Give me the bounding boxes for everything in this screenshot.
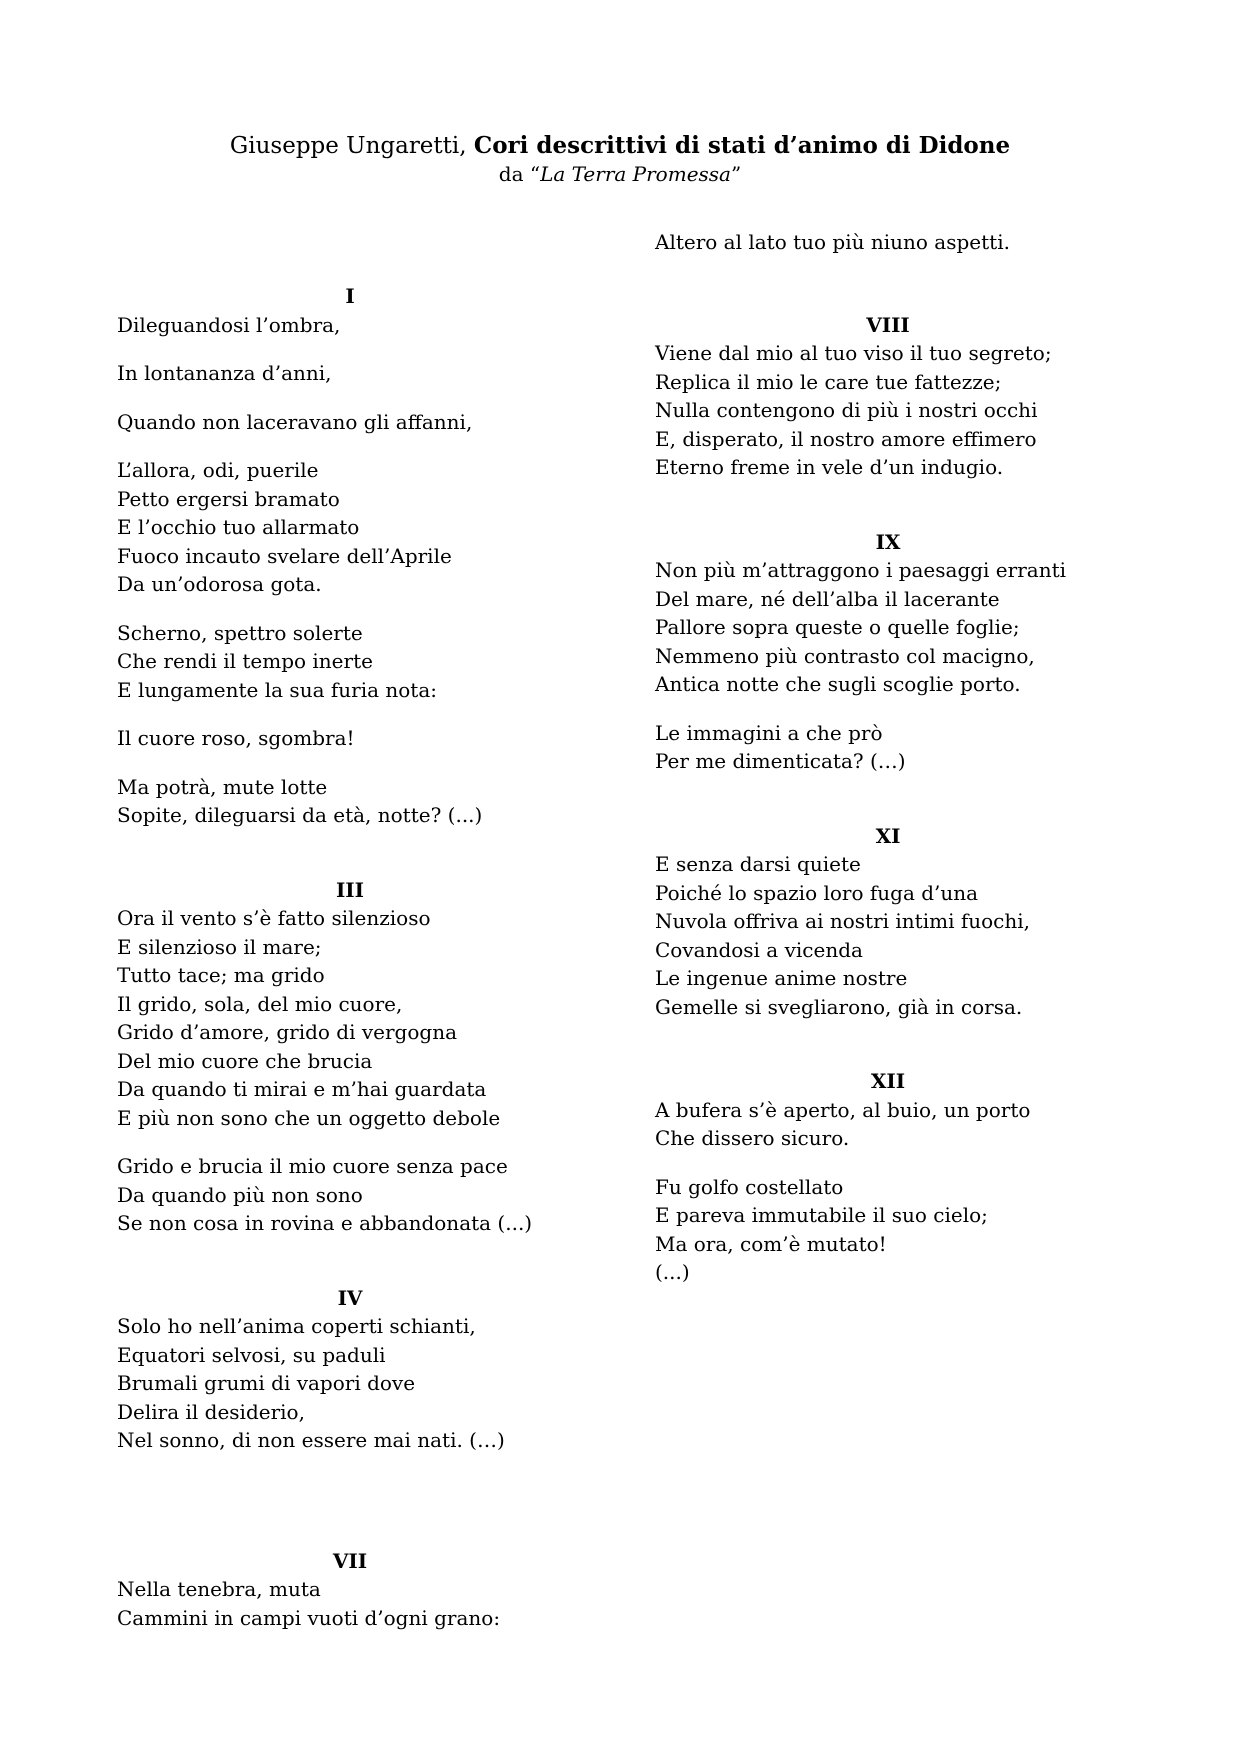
stanza: [117, 619, 583, 705]
stanza: [117, 1575, 583, 1632]
poem-section-XII: [655, 1067, 1121, 1287]
poem-line: A bufera s’è aperto, al buio, un porto: [655, 1097, 1031, 1122]
poem-line: Le ingenue anime nostre: [655, 966, 908, 990]
title-author: Giuseppe Ungaretti,: [229, 133, 474, 159]
poem-line: Ma ora, com’è mutato!: [655, 1231, 887, 1256]
poem-section-VIII: [655, 311, 1121, 482]
poem-line: Pallore sopra queste o quelle foglie;: [655, 615, 1020, 639]
poem-line: Che rendi il tempo inerte: [117, 649, 373, 673]
poem-line: Fu golfo costellato: [655, 1174, 844, 1199]
poem-line: Nella tenebra, muta: [117, 1577, 321, 1601]
poem-line: Altero al lato tuo più niuno aspetti.: [655, 230, 1010, 254]
poem-line: Grido d’amore, grido di vergogna: [117, 1020, 457, 1044]
poem-line: Viene dal mio al tuo viso il tuo segreto;: [655, 341, 1052, 365]
poem-line: Del mare, né dell’alba il lacerante: [655, 586, 1000, 611]
document-title: [117, 131, 1123, 161]
poem-section-III: [117, 876, 583, 1238]
poem-section-I: [117, 282, 583, 830]
title-work: Cori descrittivi di stati d’animo di Didone: [473, 132, 1011, 159]
poem-line: Cammini in campi vuoti d’ogni grano:: [117, 1605, 501, 1630]
section-heading: IV: [337, 1285, 363, 1310]
poem-line: Dileguandosi l’ombra,: [117, 312, 341, 337]
poem-line: L’allora, odi, puerile: [117, 458, 319, 482]
stanza: [117, 408, 583, 437]
stanza: [117, 1152, 583, 1238]
poem-line: Scherno, spettro solerte: [117, 620, 363, 645]
poem-section-VII: [117, 1547, 583, 1633]
poem-line: Sopite, dileguarsi da età, notte? (...): [117, 803, 483, 827]
stanza: [655, 850, 1121, 1021]
stanza: [655, 556, 1121, 699]
poem-line: Eterno freme in vele d’un indugio.: [655, 455, 1004, 479]
poem-line: In lontananza d’anni,: [117, 361, 332, 385]
subtitle-prefix: da “: [498, 162, 541, 186]
poem-line: Gemelle si svegliarono, già in corsa.: [655, 994, 1023, 1019]
stanza: [117, 904, 583, 1132]
stanza: [117, 359, 583, 388]
section-heading: XII: [870, 1069, 906, 1093]
poem-line: Da quando ti mirai e m’hai guardata: [117, 1077, 487, 1101]
poem-line: E l’occhio tuo allarmato: [117, 515, 360, 539]
poem-line: Ma potrà, mute lotte: [117, 774, 328, 799]
section-heading: III: [335, 877, 365, 902]
poem-line: E lungamente la sua furia nota:: [117, 677, 437, 702]
poem-line: E più non sono che un oggetto debole: [117, 1105, 501, 1130]
document-subtitle: [117, 161, 1123, 188]
poem-line: Nel sonno, di non essere mai nati. (…): [117, 1428, 505, 1452]
poem-line: Per me dimenticata? (…): [655, 749, 906, 773]
poem-section-IV: [117, 1284, 583, 1455]
poem-line: Petto ergersi bramato: [117, 486, 340, 511]
subtitle-suffix: ”: [730, 162, 742, 186]
poem-line: Antica notte che sugli scoglie porto.: [655, 672, 1021, 696]
poem-line: Il grido, sola, del mio cuore,: [117, 991, 403, 1016]
section-heading: XI: [875, 823, 901, 848]
stanza: [655, 1173, 1121, 1287]
poem-line: Che dissero sicuro.: [655, 1126, 850, 1150]
stanza: [655, 339, 1121, 482]
poem-section-XI: [655, 822, 1121, 1022]
poem-line: Nulla contengono di più i nostri occhi: [655, 398, 1038, 422]
poem-line: Brumali grumi di vapori dove: [117, 1371, 416, 1395]
poem-line: Poiché lo spazio loro fuga d’una: [655, 880, 979, 905]
poem-line: Replica il mio le care tue fattezze;: [655, 369, 1002, 394]
poem-line: Del mio cuore che brucia: [117, 1048, 373, 1073]
poem-line: Nuvola offriva ai nostri intimi fuochi,: [655, 909, 1030, 933]
right-column: [655, 228, 1121, 1287]
stanza: [117, 1312, 583, 1455]
section-heading: VIII: [866, 312, 910, 337]
poem-line: E pareva immutabile il suo cielo;: [655, 1203, 988, 1227]
poem-line: Covandosi a vicenda: [655, 937, 863, 962]
poem-section-IX: [655, 528, 1121, 776]
section-heading: VII: [332, 1548, 368, 1573]
poem-line: E, disperato, il nostro amore effimero: [655, 426, 1037, 451]
stanza: [655, 1096, 1121, 1153]
poem-line: (...): [655, 1260, 690, 1284]
poem-line: Da un’odorosa gota.: [117, 572, 322, 596]
subtitle-source-work: La Terra Promessa: [540, 162, 731, 186]
section-heading: IX: [875, 529, 901, 554]
poem-line: Equatori selvosi, su paduli: [117, 1342, 386, 1367]
poem-line: Tutto tace; ma grido: [117, 963, 325, 987]
poem-line: Da quando più non sono: [117, 1182, 363, 1207]
poem-line: Le immagini a che prò: [655, 720, 883, 745]
section-heading: I: [345, 284, 355, 308]
poem-line: Quando non laceravano gli affanni,: [117, 409, 473, 434]
stanza: [655, 719, 1121, 776]
stanza: [117, 456, 583, 599]
stanza: [117, 724, 583, 753]
poem-line: Se non cosa in rovina e abbandonata (...): [117, 1211, 533, 1235]
poem-line: Non più m’attraggono i paesaggi erranti: [655, 558, 1067, 582]
poem-line: Fuoco incauto svelare dell’Aprile: [117, 543, 452, 568]
poem-line: Nemmeno più contrasto col macigno,: [655, 643, 1035, 668]
poem-line: Il cuore roso, sgombra!: [117, 726, 355, 750]
poem-line: E silenzioso il mare;: [117, 934, 322, 959]
stanza: [117, 773, 583, 830]
left-column: [117, 282, 583, 1632]
poem-line: E senza darsi quiete: [655, 852, 861, 876]
stanza: [117, 311, 583, 340]
poem-line: Ora il vento s’è fatto silenzioso: [117, 906, 431, 930]
poem-line: Delira il desiderio,: [117, 1399, 305, 1424]
poem-line: Grido e brucia il mio cuore senza pace: [117, 1154, 508, 1178]
poem-line: Solo ho nell’anima coperti schianti,: [117, 1314, 476, 1338]
title-block: [117, 131, 1123, 188]
